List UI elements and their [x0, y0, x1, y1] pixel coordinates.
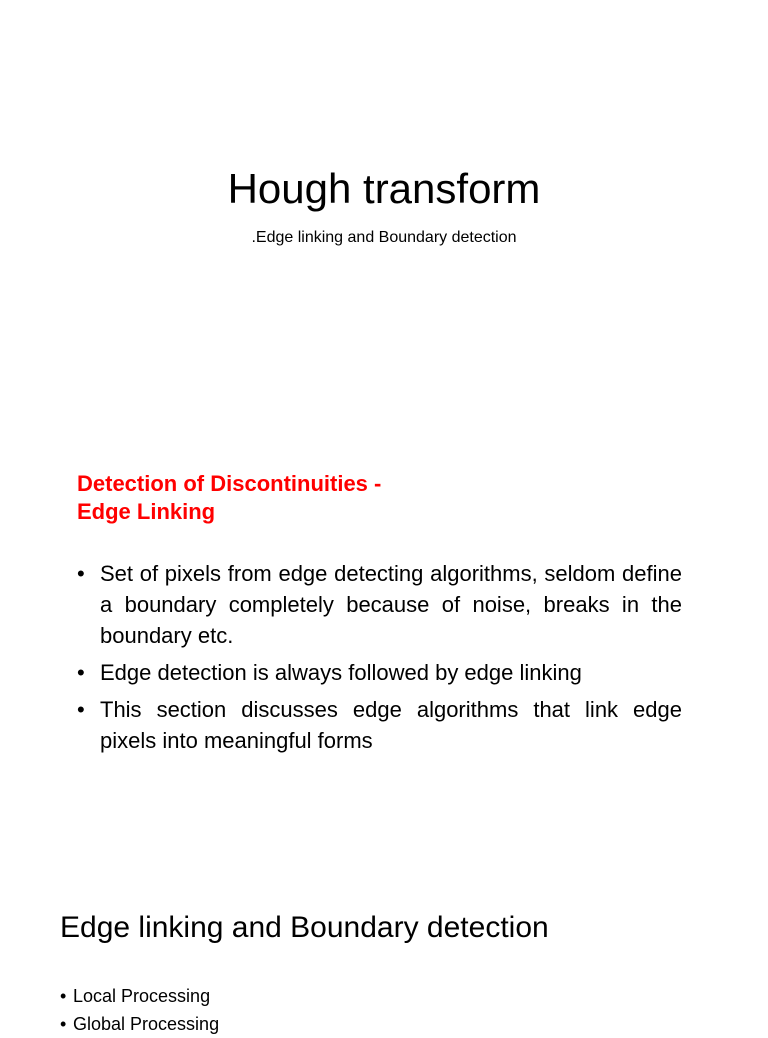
slide-subtitle: .Edge linking and Boundary detection [251, 229, 517, 246]
slide-heading [77, 470, 717, 526]
slide-title-heading: Hough transform [227, 165, 541, 212]
list-item [77, 694, 682, 756]
slide-edge-linking [0, 420, 768, 860]
slide-heading-line2: Edge Linking [77, 499, 216, 524]
bullet-icon: • [77, 697, 85, 722]
bullet-icon: • [77, 660, 85, 685]
list-item [77, 657, 682, 688]
bullet-list [77, 558, 682, 762]
list-item [77, 558, 682, 651]
bullet-text: Global Processing [73, 1014, 220, 1034]
bullet-list [60, 982, 219, 1038]
bullet-text: Local Processing [73, 986, 211, 1006]
slide-heading: Edge linking and Boundary detection [60, 911, 549, 944]
bullet-text: Set of pixels from edge detecting algorithms, seldom define a boundary completely because of noise, breaks in the boundary etc. [100, 561, 682, 648]
bullet-icon: • [77, 561, 85, 586]
bullet-icon: • [60, 986, 67, 1006]
list-item [60, 1010, 219, 1038]
slide-heading-line1: Detection of Discontinuities - [77, 471, 382, 496]
bullet-icon: • [60, 1014, 67, 1034]
slide-title [0, 0, 768, 420]
list-item [60, 982, 219, 1010]
slide-boundary-detection [0, 860, 768, 1034]
bullet-text: This section discusses edge algorithms that link edge pixels into meaningful forms [100, 697, 682, 753]
bullet-text: Edge detection is always followed by edge linking [100, 660, 582, 685]
